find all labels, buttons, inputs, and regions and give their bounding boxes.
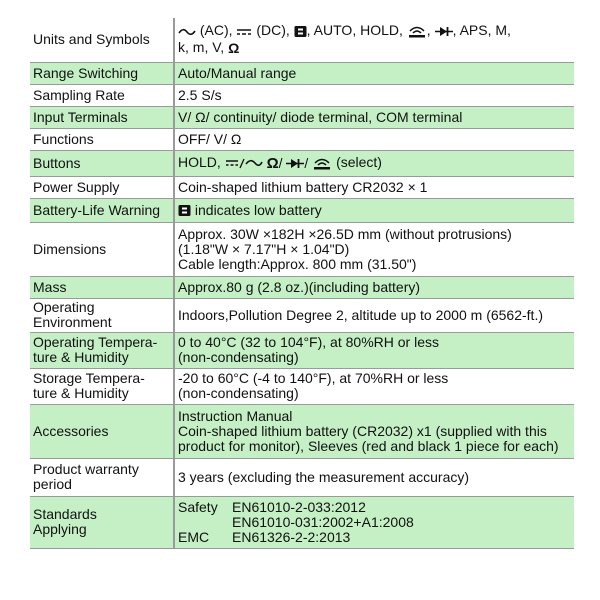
row-warranty [30,458,574,496]
units-sep: , [426,22,431,39]
dc-icon [236,27,252,37]
row-value: Approx.80 g (2.8 oz.)(including battery) [174,276,574,298]
row-value [174,198,574,222]
row-label: Standards Applying [30,496,174,548]
buzzer-continuity-icon [407,25,427,38]
row-value: Instruction Manual Coin-shaped lithium battery (CR2032) x1 (supplied with this product for monitor), Sleeves (red and black 1 piece for each) [174,404,574,458]
row-buttons [30,150,574,176]
row-label [30,18,174,62]
row-battery-warning [30,198,574,222]
units-text-1: , AUTO, HOLD, [306,22,403,39]
dc-label: (DC), [256,22,290,39]
safety-label: Safety [178,498,218,515]
row-label: Functions [30,128,174,150]
row-value: OFF/ V/ Ω [174,128,574,150]
units-text-2: , APS, M, [452,22,511,39]
row-accessories [30,404,574,458]
ac-label: (AC), [199,22,233,39]
battery-warning-text: indicates low battery [194,201,322,218]
row-value [174,150,574,176]
row-label: Storage Tempera- ture & Humidity [30,368,174,404]
ohm-icon: Ω [228,40,240,57]
spec-table [30,18,574,549]
emc-label: EMC [178,528,210,545]
row-label: Product warranty period [30,458,174,496]
row-operating-environment [30,298,574,332]
row-label: Power Supply [30,176,174,198]
diode-icon [435,26,453,37]
standards-grid [178,500,571,545]
row-label: Battery-Life Warning [30,198,174,222]
row-value [174,18,574,62]
slash-separator: / [304,154,309,171]
row-range [30,62,574,84]
dc-ac-icon [225,158,263,169]
row-sampling [30,84,574,106]
row-value: -20 to 60°C (-4 to 140°F), at 70%RH or less (non-condensating) [174,368,574,404]
battery-icon [294,25,307,38]
units-text-3: k, m, V, [178,39,225,56]
row-value [174,496,574,548]
row-value: 2.5 S/s [174,84,574,106]
row-value: V/ Ω/ continuity/ diode terminal, COM terminal [174,106,574,128]
row-value: 3 years (excluding the measurement accuracy) [174,458,574,496]
row-input-terminals [30,106,574,128]
ohm-icon: Ω [266,154,279,172]
buttons-text-start: HOLD, [178,154,221,171]
row-label: Operating Tempera- ture & Humidity [30,332,174,368]
row-label: Mass [30,276,174,298]
row-label: Input Terminals [30,106,174,128]
row-label: Sampling Rate [30,84,174,106]
buzzer-continuity-icon [312,157,332,170]
row-value: Indoors,Pollution Degree 2, altitude up to 2000 m (6562-ft.) [174,298,574,332]
ac-wave-icon [178,27,196,37]
buttons-text-end: (select) [336,154,382,171]
diode-icon [286,158,304,169]
row-mass [30,276,574,298]
row-label: Operating Environment [30,298,174,332]
row-label: Dimensions [30,222,174,276]
row-power-supply [30,176,574,198]
row-label: Accessories [30,404,174,458]
row-standards [30,496,574,548]
slash-separator: / [278,154,283,171]
row-operating-temperature [30,332,574,368]
row-functions [30,128,574,150]
label-text: Units and Symbols [33,31,150,48]
row-value: Auto/Manual range [174,62,574,84]
row-value: 0 to 40°C (32 to 104°F), at 80%RH or less (non-condensating) [174,332,574,368]
emc-value: EN61326-2-2:2013 [232,528,351,545]
row-units [30,18,574,62]
row-label: Buttons [30,150,174,176]
row-value: Coin-shaped lithium battery CR2032 × 1 [174,176,574,198]
battery-icon [178,204,191,217]
row-dimensions [30,222,574,276]
row-storage-temperature [30,368,574,404]
safety-value: EN61010-2-033:2012 EN61010-031:2002+A1:2008 [232,498,414,530]
row-value: Approx. 30W ×182H ×26.5D mm (without protrusions) (1.18"W × 7.17"H × 1.04"D) Cable length:Approx. 800 mm (31.50") [174,222,574,276]
row-label: Range Switching [30,62,174,84]
